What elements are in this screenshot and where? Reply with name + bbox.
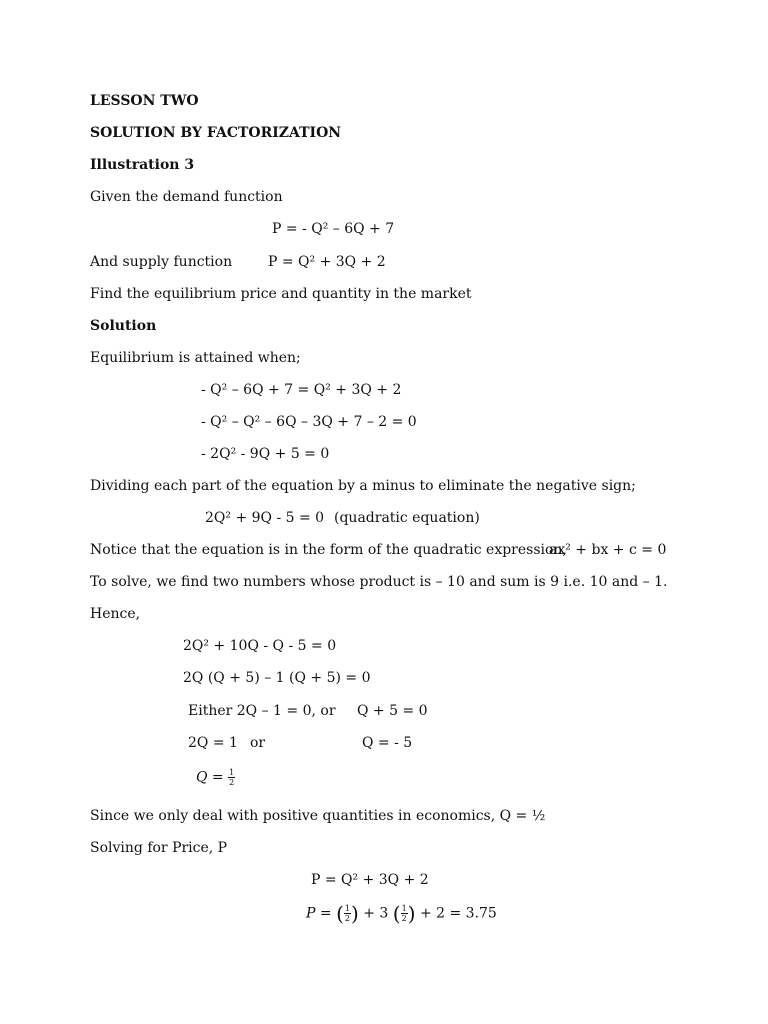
half-denominator: 2 <box>229 778 235 787</box>
hence-text: Hence, <box>90 606 141 622</box>
factor-step-2: 2Q (Q + 5) – 1 (Q + 5) = 0 <box>183 670 371 686</box>
p-equals: = <box>315 905 337 922</box>
paren-close-2: ) <box>407 901 416 926</box>
solving-text: Solving for Price, P <box>90 840 228 856</box>
solve-text: To solve, we find two numbers whose product is – 10 and sum is 9 i.e. 10 and – 1. <box>90 574 668 590</box>
notice-text: Notice that the equation is in the form of the quadratic expression, <box>90 542 567 558</box>
paren-close-1: ) <box>350 901 359 926</box>
half-numerator: 1 <box>229 768 235 777</box>
demand-equation: P = - Q² – 6Q + 7 <box>272 221 395 237</box>
fraction-2-numerator: 1 <box>401 904 407 913</box>
paren-open-2: ( <box>392 901 401 926</box>
price-equation: P = Q² + 3Q + 2 <box>311 872 429 888</box>
root-left: 2Q = 1 <box>188 735 238 751</box>
root-right: Q = - 5 <box>362 735 413 751</box>
fraction-2-denominator: 2 <box>401 914 407 923</box>
factor-step-1: 2Q² + 10Q - Q - 5 = 0 <box>183 638 337 654</box>
q-equals: = <box>207 769 229 786</box>
either-left: Either 2Q – 1 = 0, or <box>188 703 336 719</box>
section-title: SOLUTION BY FACTORIZATION <box>90 125 342 141</box>
quadratic-form: ax² + bx + c = 0 <box>549 542 667 558</box>
p-result: + 2 = 3.75 <box>415 905 497 922</box>
equation-step-3: - 2Q² - 9Q + 5 = 0 <box>201 446 330 462</box>
supply-equation: P = Q² + 3Q + 2 <box>268 254 386 270</box>
fraction-2 <box>401 904 408 923</box>
quadratic-note: (quadratic equation) <box>334 510 480 526</box>
given-text: Given the demand function <box>90 189 283 205</box>
equation-step-1: - Q² – 6Q + 7 = Q² + 3Q + 2 <box>201 382 402 398</box>
equilibrium-text: Equilibrium is attained when; <box>90 350 301 366</box>
illustration-title: Illustration 3 <box>90 157 195 173</box>
task-text: Find the equilibrium price and quantity in the market <box>90 286 472 302</box>
since-text: Since we only deal with positive quantities in economics, Q = ½ <box>90 808 546 824</box>
quadratic-equation: 2Q² + 9Q - 5 = 0 <box>205 510 325 526</box>
p-plus-3: + 3 <box>358 905 393 922</box>
supply-label: And supply function <box>90 254 233 270</box>
either-right: Q + 5 = 0 <box>357 703 428 719</box>
paren-open-1: ( <box>336 901 344 926</box>
dividing-text: Dividing each part of the equation by a minus to eliminate the negative sign; <box>90 478 636 494</box>
solution-title: Solution <box>90 318 157 334</box>
fraction-1-denominator: 2 <box>344 914 350 923</box>
p-variable: P <box>306 905 316 922</box>
root-or: or <box>250 735 266 751</box>
q-variable: Q <box>196 769 208 786</box>
fraction-1 <box>344 904 351 923</box>
equation-step-2: - Q² – Q² – 6Q – 3Q + 7 – 2 = 0 <box>201 414 417 430</box>
price-calculation <box>306 901 497 926</box>
half-fraction <box>228 768 235 787</box>
fraction-1-numerator: 1 <box>344 904 350 913</box>
lesson-title: LESSON TWO <box>90 93 199 109</box>
q-half-formula <box>196 768 235 787</box>
